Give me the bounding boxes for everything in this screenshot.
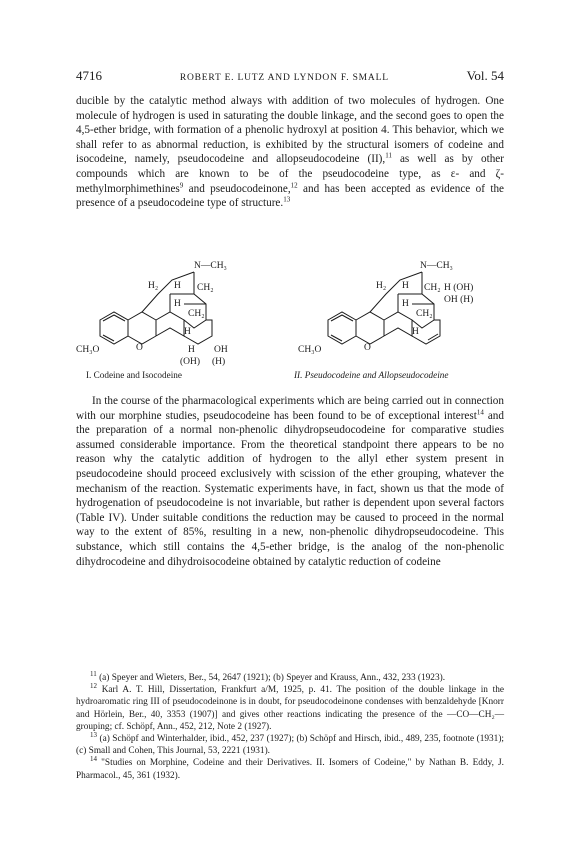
running-head: ROBERT E. LUTZ AND LYNDON F. SMALL bbox=[179, 73, 389, 83]
fig2-h2: H₂ bbox=[376, 281, 387, 291]
fig1-ch3o: CH₃O bbox=[76, 345, 100, 355]
fig1-h-a: H bbox=[174, 281, 181, 291]
footnote-13: $^{13}$ (a) Schöpf and Winterhalder, ibid., 452, 237 (1927); (b) Schöpf and Hirsch, ibid., 489, 235, footnote (1931); (c) Small and Cohen, This Journal, 53, 2221 (1931). bbox=[76, 730, 504, 757]
fig1-h-d: H bbox=[188, 345, 195, 355]
paragraph-2-text: In the course of the pharmacological experiments which are being carried out in connection with our morphine studies, pseudocodeine has been found to be of exceptional interest bbox=[76, 395, 504, 422]
fig1-ether-o: O bbox=[136, 343, 143, 353]
paragraph-1-text: ducible by the catalytic method always with addition of two molecules of hydrogen. One molecule of hydrogen is used in saturating the double linkage, and the second goes to open the 4,5-ether bridge, with formation of a phenolic hydroxyl at position 4. This behavior, which we shall refer to as abnormal reduction, is exhibited by the structural isomers of codeine and isocodeine, namely, pseudocodeine and allopseudocodeine (II), bbox=[76, 95, 504, 166]
fig1-oh-paren: (OH) bbox=[180, 357, 201, 366]
fig2-ch3o: CH₃O bbox=[298, 345, 322, 355]
fig1-h-c: H bbox=[184, 327, 191, 337]
figure-2-caption: II. Pseudocodeine and Allopseudocodeine bbox=[294, 370, 449, 380]
footnote-14: $^{14}$ "Studies on Morphine, Codeine and their Derivatives. II. Isomers of Codeine," by Nathan B. Eddy, J. Pharmacol., 45, 361 (1932). bbox=[76, 755, 504, 781]
volume-label: Vol. 54 bbox=[466, 68, 504, 83]
paragraph-1 bbox=[76, 94, 504, 211]
structure-diagram-codeine bbox=[76, 254, 276, 366]
paragraph-2 bbox=[76, 394, 504, 569]
fig2-ch2-mid: CH₂ bbox=[416, 309, 433, 319]
fig2-n-ch3: N—CH₃ bbox=[420, 261, 453, 271]
structure-figures bbox=[76, 254, 504, 384]
paragraph-1-text-2: as well as by other compounds which are known to be of the pseudocodeine type, as ε- and ζ-methylmorphimethines bbox=[76, 153, 504, 195]
fig2-h-oh: H (OH) bbox=[444, 283, 474, 293]
structure-diagram-pseudocodeine bbox=[294, 254, 504, 366]
fig1-h-paren: (H) bbox=[212, 357, 226, 366]
footnote-12: $^{12}$ Karl A. T. Hill, Dissertation, Frankfurt a/M, 1925, p. 41. The position of the double linkage in the hydroaromatic ring III of pseudocodeinone is in doubt, for pseudocodeinone condenses with benzaldehyde [Knorr and Hörlein, Ber., 40, 3353 (1907)] and gives other reactions indicating the presence of the —CO—CH₂— grouping; cf. Schöpf, Ann., 452, 212, Note 2 (1927). bbox=[76, 682, 504, 732]
fig1-ch2-top: CH₂ bbox=[197, 283, 214, 293]
fig2-ch2-top: CH₂ bbox=[424, 283, 441, 293]
fig1-h2: H₂ bbox=[148, 281, 159, 291]
fig1-ch2-mid: CH₂ bbox=[188, 309, 205, 319]
paragraph-1-text-4: and has been accepted as evidence of the presence of a pseudocodeine type of structure. bbox=[76, 182, 504, 210]
fig1-n-ch3: N—CH₃ bbox=[194, 261, 227, 271]
paragraph-2-text-2: and the preparation of a normal non-phenolic dihydropseudocodeine for comparative studies assumed considerable importance. From the theoretical standpoint there appears to be no reason why the catalytic addition of hydrogen to the allyl ether system present in pseudocodeine should proceed exclusively with scission of the ether grouping, whatever the mechanism of the reaction. Systematic experiments have, in fact, shown us that the mode of hydrogenation of pseudocodeine is not invariable, but rather is dependent upon several factors (Table IV). Under suitable conditions the reduction may be caused to proceed in the normal way to the extent of 85%, resulting in a new, non-phenolic dihydropseudocodeine. This substance, which still contains the 4,5-ether bridge, is the analog of the non-phenolic dihydrocodeine and dihydroisocodeine obtained by catalytic reduction of codeine bbox=[76, 409, 504, 568]
fig2-oh-h: OH (H) bbox=[444, 295, 474, 305]
fig2-h-c: H bbox=[412, 327, 419, 337]
footnote-ref-14: 14 bbox=[476, 407, 484, 416]
fig2-h-a: H bbox=[402, 281, 409, 291]
footnote-ref-12: 12 bbox=[290, 180, 298, 189]
footnote-11: $^{11}$ (a) Speyer and Wieters, Ber., 54, 2647 (1921); (b) Speyer and Krauss, Ann., 432, 233 (1923). bbox=[90, 669, 446, 683]
fig2-h-b: H bbox=[402, 299, 409, 309]
fig1-oh: OH bbox=[214, 345, 228, 355]
footnote-ref-11: 11 bbox=[385, 151, 392, 160]
fig1-h-b: H bbox=[174, 299, 181, 309]
figure-1-caption: I. Codeine and Isocodeine bbox=[86, 370, 182, 380]
footnote-ref-13: 13 bbox=[283, 195, 291, 204]
paragraph-1-text-3: and pseudocodeinone, bbox=[183, 182, 291, 195]
page-number: 4716 bbox=[76, 68, 102, 83]
footnotes bbox=[76, 669, 504, 782]
page-header bbox=[76, 68, 504, 84]
footnote-ref-9: 9 bbox=[179, 180, 184, 189]
fig2-ether-o: O bbox=[364, 343, 371, 353]
